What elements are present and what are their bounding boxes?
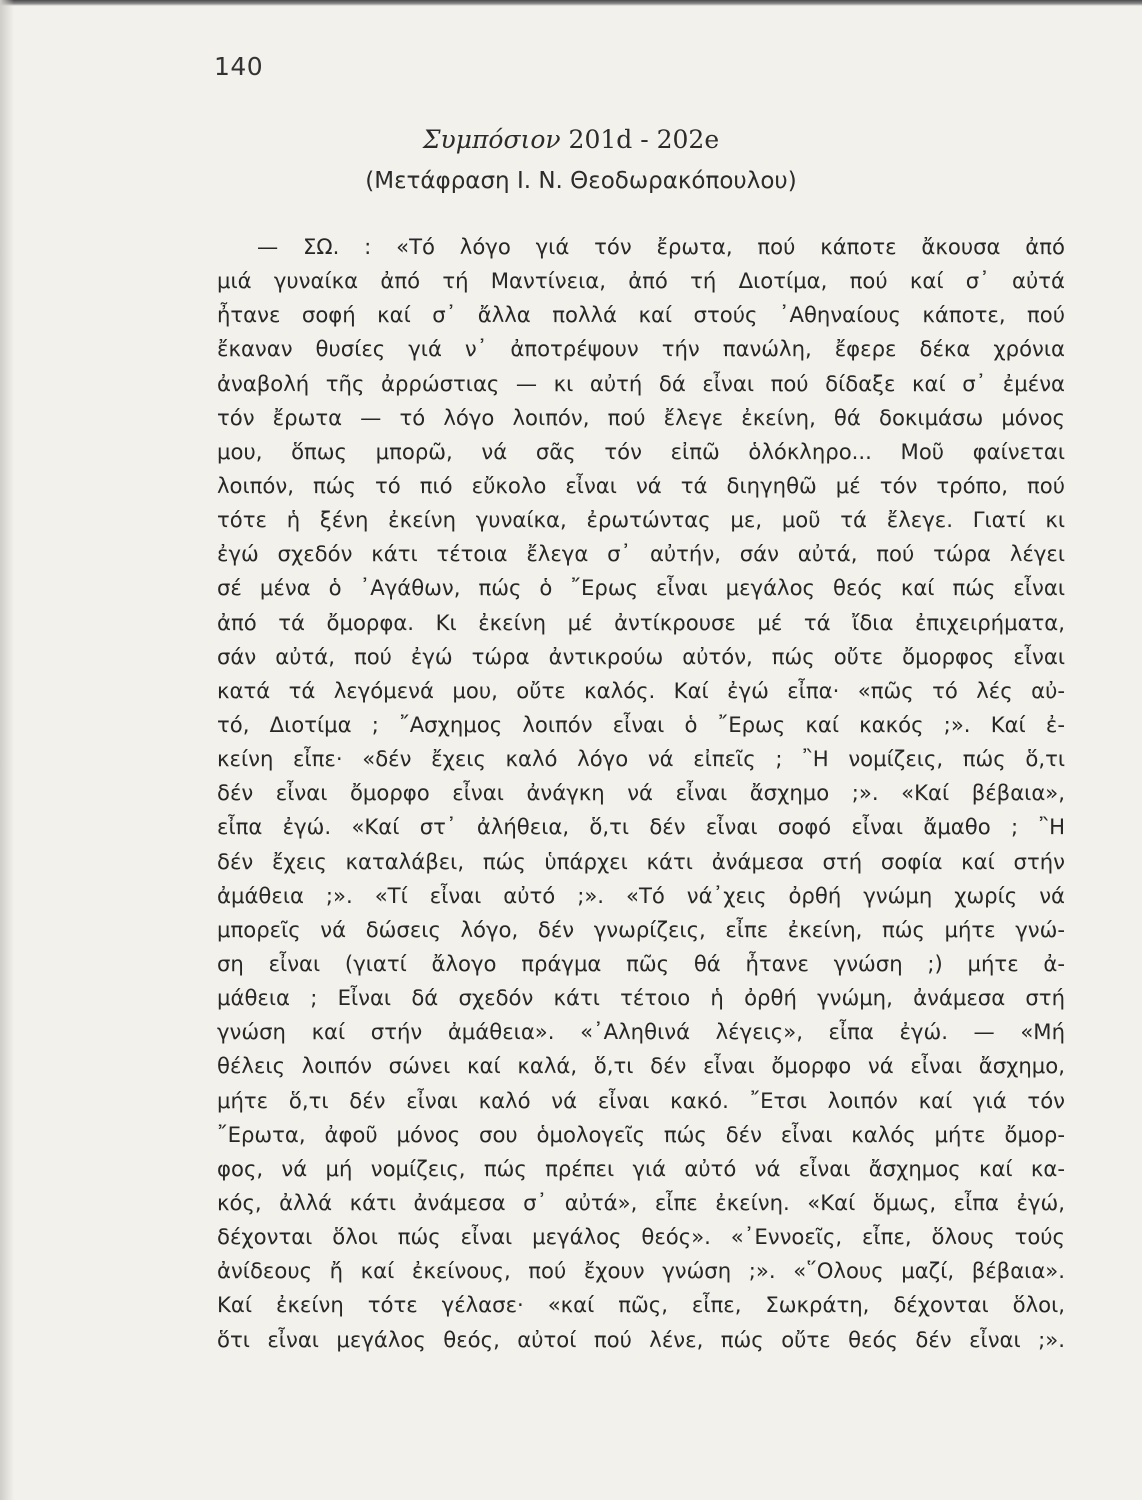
body-line: τότε ἡ ξένη ἐκείνη γυναίκα, ἐρωτώντας με, μοῦ τά ἔλεγε. Γιατί κι — [217, 507, 1065, 533]
body-line: σέ μένα ὁ ᾽Αγάθων, πώς ὁ ῎Ερως εἶναι μεγάλος θεός καί πώς εἶναι — [217, 575, 1065, 601]
body-line: εἶπα ἐγώ. «Καί στ᾽ ἀλήθεια, ὅ,τι δέν εἶναι σοφό εἶναι ἄμαθο ; ῍Η — [217, 814, 1065, 840]
body-line: μάθεια ; Εἶναι δά σχεδόν κάτι τέτοιο ἡ ὀρθή γνώμη, ἀνάμεσα στή — [217, 985, 1065, 1011]
body-line: μου, ὅπως μπορῶ, νά σᾶς τόν εἰπῶ ὁλόκληρο... Μοῦ φαίνεται — [217, 438, 1065, 464]
body-line: ἀμάθεια ;». «Τί εἶναι αὐτό ;». «Τό νά᾽χεις ὀρθή γνώμη χωρίς νά — [217, 882, 1065, 908]
body-line: μήτε ὅ,τι δέν εἶναι καλό νά εἶναι κακό. ῎Ετσι λοιπόν καί γιά τόν — [217, 1087, 1065, 1113]
page-top-edge-shadow — [0, 0, 1142, 6]
body-line: μπορεῖς νά δώσεις λόγο, δέν γνωρίζεις, εἶπε ἐκείνη, πώς μήτε γνώ- — [217, 916, 1065, 942]
body-line: δέν ἔχεις καταλάβει, πώς ὑπάρχει κάτι ἀνάμεσα στή σοφία καί στήν — [217, 848, 1065, 874]
section-title — [0, 125, 1142, 154]
body-line: ἔκαναν θυσίες γιά ν᾽ ἀποτρέψουν τήν πανώλη, ἔφερε δέκα χρόνια — [217, 336, 1065, 362]
body-line: μιά γυναίκα ἀπό τή Μαντίνεια, ἀπό τή Διοτίμα, πού καί σ᾽ αὐτά — [217, 268, 1065, 294]
body-line: ἐγώ σχεδόν κάτι τέτοια ἔλεγα σ᾽ αὐτήν, σάν αὐτά, πού τώρα λέγει — [217, 541, 1065, 567]
page-number: 140 — [214, 52, 264, 81]
body-line: ἀναβολή τῆς ἀρρώστιας — κι αὐτή δά εἶναι πού δίδαξε καί σ᾽ ἐμένα — [217, 370, 1065, 396]
body-line: φος, νά μή νομίζεις, πώς πρέπει γιά αὐτό νά εἶναι ἄσχημος καί κα- — [217, 1155, 1065, 1181]
body-line: γνώση καί στήν ἀμάθεια». «᾽Αληθινά λέγεις», εἶπα ἐγώ. — «Μή — [217, 1019, 1065, 1045]
body-line: θέλεις λοιπόν σώνει καί καλά, ὅ,τι δέν εἶναι ὄμορφο νά εἶναι ἄσχημο, — [217, 1053, 1065, 1079]
body-line: κείνη εἶπε· «δέν ἔχεις καλό λόγο νά εἰπεῖς ; ῍Η νομίζεις, πώς ὅ,τι — [217, 746, 1065, 772]
section-title-reference: 201d - 202e — [568, 125, 720, 154]
body-text — [217, 230, 1065, 1357]
body-line: ῎Ερωτα, ἀφοῦ μόνος σου ὁμολογεῖς πώς δέν εἶναι καλός μήτε ὄμορ- — [217, 1121, 1065, 1147]
body-line: κατά τά λεγόμενά μου, οὔτε καλός. Καί ἐγώ εἶπα· «πῶς τό λές αὐ- — [217, 677, 1065, 703]
body-line: τόν ἔρωτα — τό λόγο λοιπόν, πού ἔλεγε ἐκείνη, θά δοκιμάσω μόνος — [217, 404, 1065, 430]
page-left-edge-shadow — [0, 0, 14, 1500]
section-title-work: Συμπόσιον — [422, 125, 561, 154]
body-line: κός, ἀλλά κάτι ἀνάμεσα σ᾽ αὐτά», εἶπε ἐκείνη. «Καί ὅμως, εἶπα ἐγώ, — [217, 1189, 1065, 1215]
body-line: ἀπό τά ὄμορφα. Κι ἐκείνη μέ ἀντίκρουσε μέ τά ἴδια ἐπιχειρήματα, — [217, 609, 1065, 635]
body-line: τό, Διοτίμα ; ῎Ασχημος λοιπόν εἶναι ὁ ῎Ερως καί κακός ;». Καί ἐ- — [217, 711, 1065, 737]
body-line: Καί ἐκείνη τότε γέλασε· «καί πῶς, εἶπε, Σωκράτη, δέχονται ὅλοι, — [217, 1292, 1065, 1318]
body-line: λοιπόν, πώς τό πιό εὔκολο εἶναι νά τά διηγηθῶ μέ τόν τρόπο, πού — [217, 472, 1065, 498]
body-line: ἦτανε σοφή καί σ᾽ ἄλλα πολλά καί στούς ᾽Αθηναίους κάποτε, πού — [217, 302, 1065, 328]
body-line: ὅτι εἶναι μεγάλος θεός, αὐτοί πού λένε, πώς οὔτε θεός δέν εἶναι ;». — [217, 1326, 1065, 1352]
body-line: σάν αὐτά, πού ἐγώ τώρα ἀντικρούω αὐτόν, πώς οὔτε ὄμορφος εἶναι — [217, 643, 1065, 669]
body-line: δέν εἶναι ὄμορφο εἶναι ἀνάγκη νά εἶναι ἄσχημο ;». «Καί βέβαια», — [217, 780, 1065, 806]
translation-credit: (Μετάφραση Ι. Ν. Θεοδωρακόπουλου) — [365, 168, 797, 194]
body-line: ἀνίδεους ἤ καί ἐκείνους, πού ἔχουν γνώση ;». «῞Ολους μαζί, βέβαια». — [217, 1258, 1065, 1284]
body-line: ση εἶναι (γιατί ἄλογο πράγμα πῶς θά ἦτανε γνώση ;) μήτε ἀ- — [217, 950, 1065, 976]
body-line: — ΣΩ. : «Τό λόγο γιά τόν ἔρωτα, πού κάποτε ἄκουσα ἀπό — [257, 234, 1065, 259]
body-line: δέχονται ὅλοι πώς εἶναι μεγάλος θεός». «᾽Εννοεῖς, εἶπε, ὅλους τούς — [217, 1224, 1065, 1250]
